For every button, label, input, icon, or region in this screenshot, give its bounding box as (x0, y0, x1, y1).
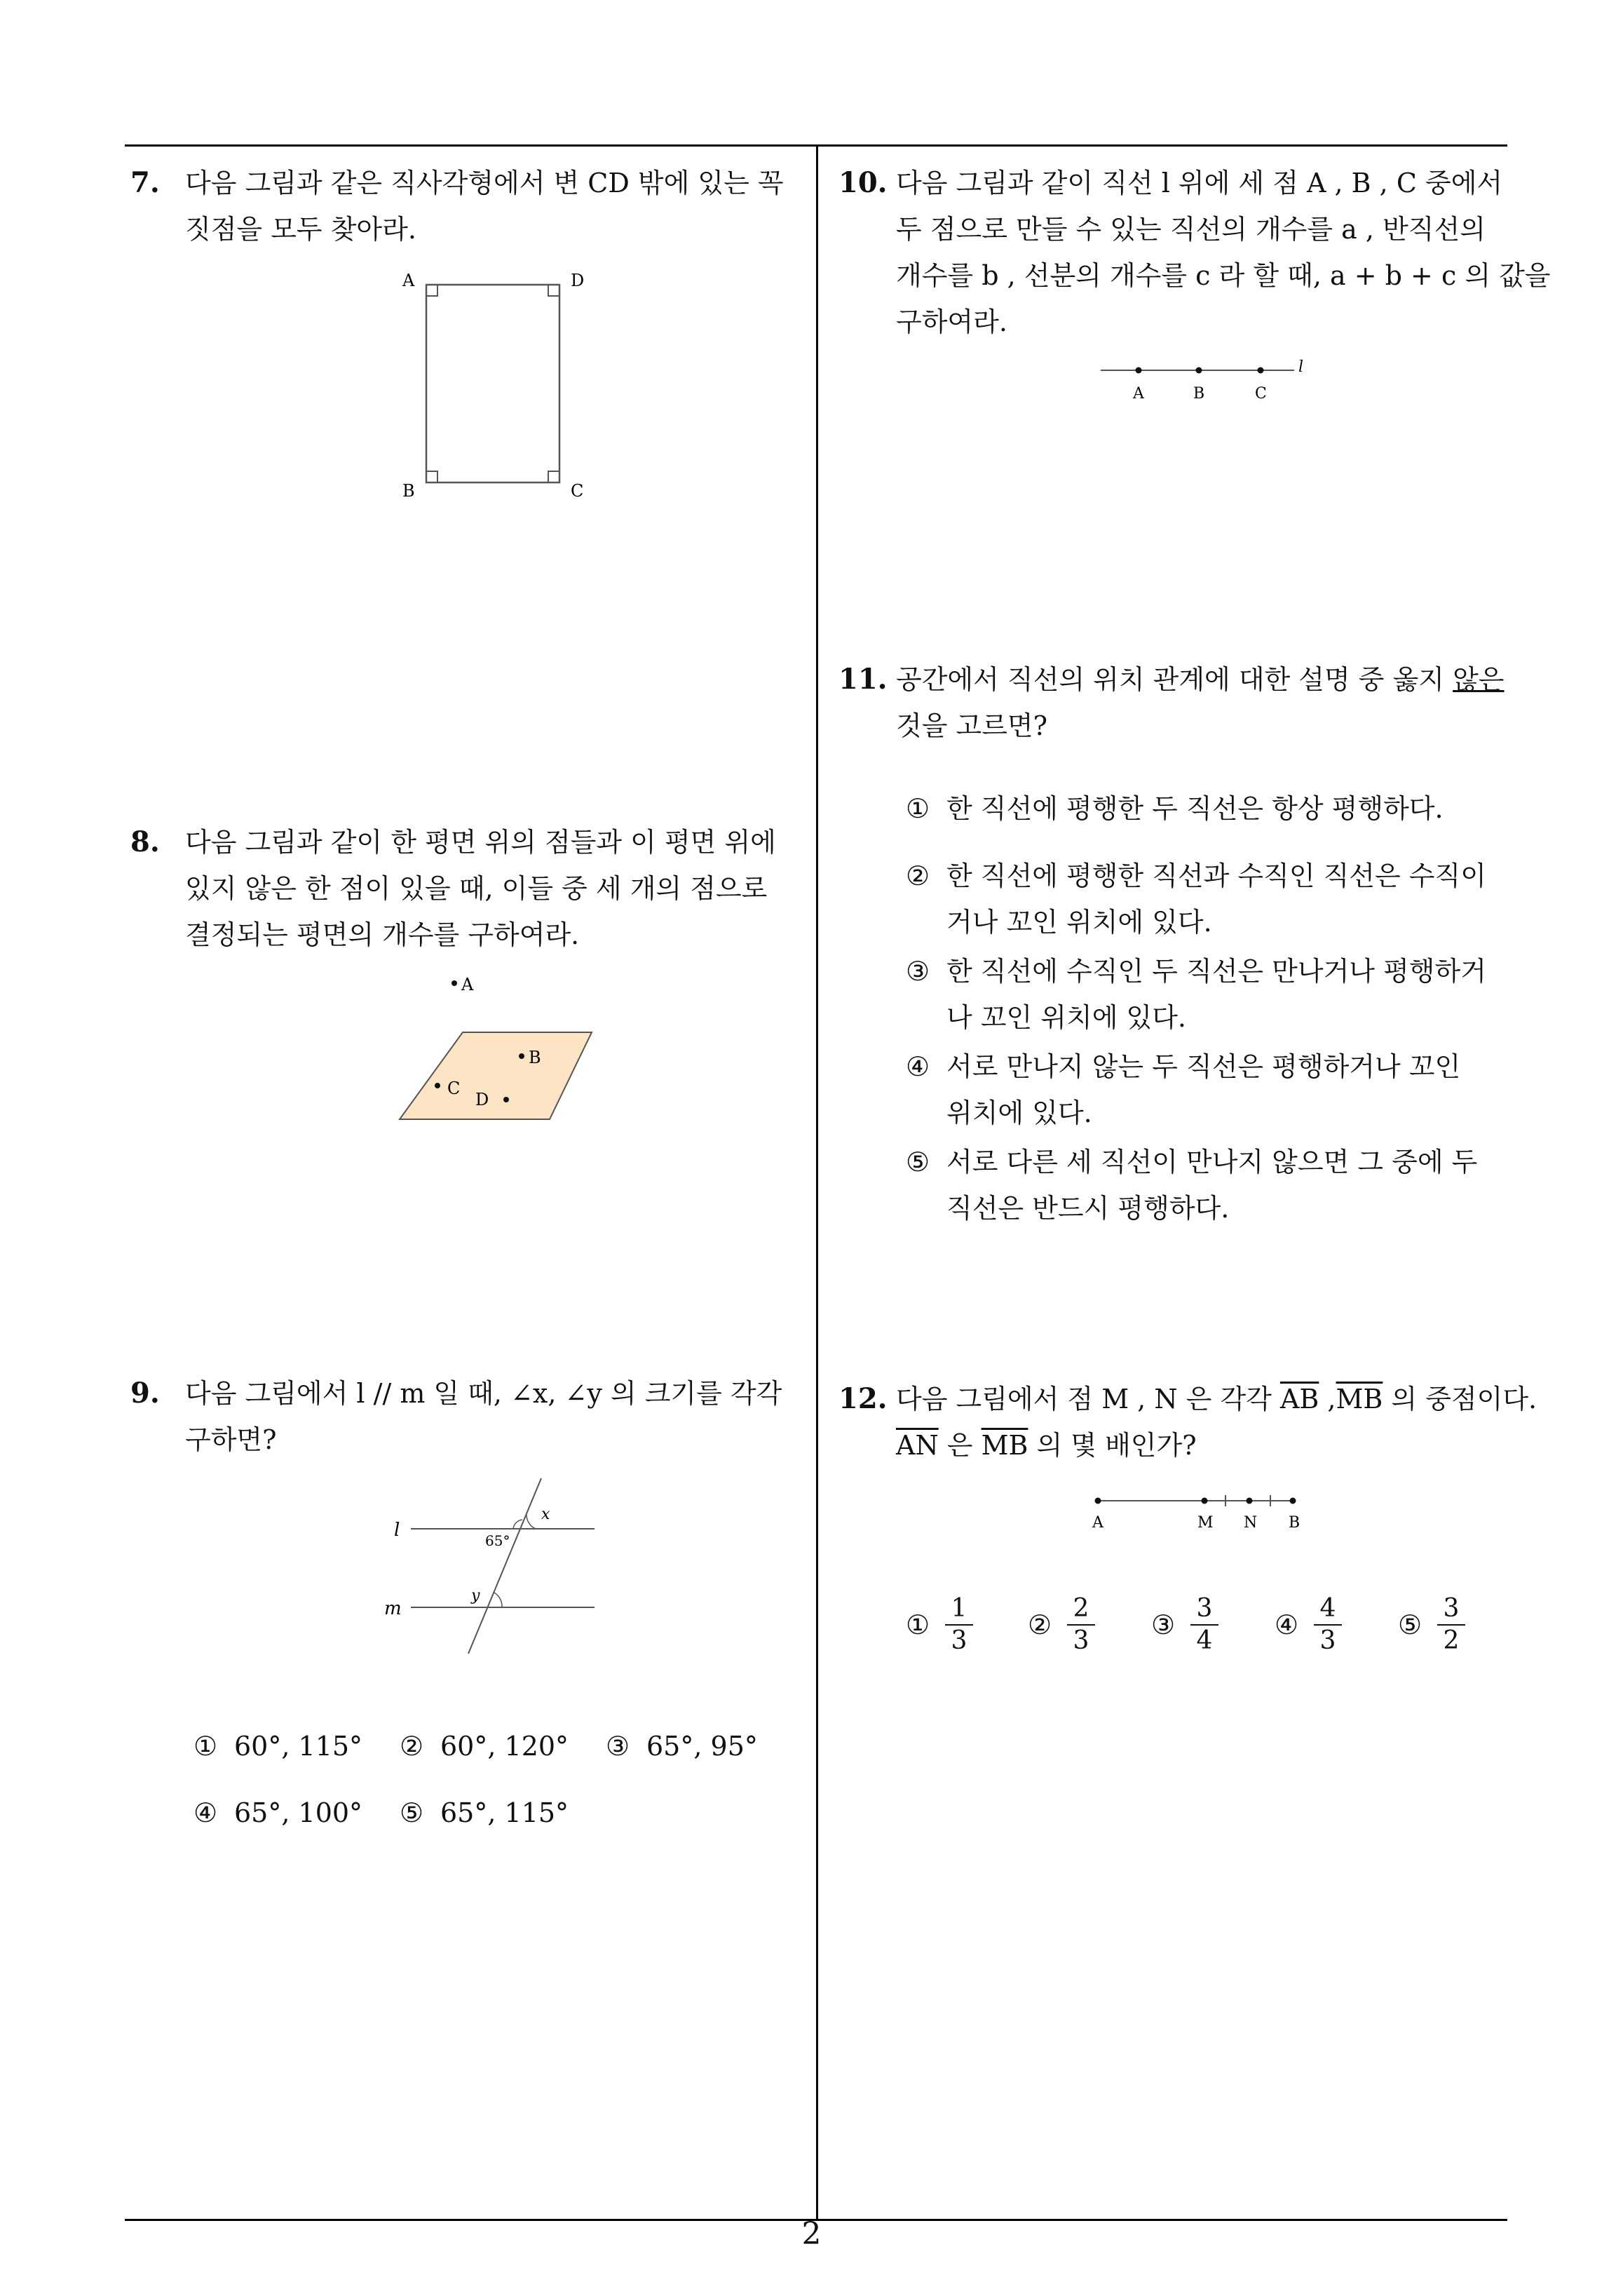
question-8 (130, 819, 803, 1170)
label-a: A (1133, 385, 1144, 403)
right-angle-a (426, 285, 437, 296)
label-x: x (541, 1506, 550, 1523)
line-abc-figure (1094, 353, 1304, 417)
rectangle-abcd (426, 285, 559, 482)
label-c: C (447, 1079, 461, 1098)
choice-5[interactable]: ⑤ 65°, 115° (400, 1797, 569, 1828)
question-text: 다음 그림에서 점 M , N 은 각각 $\overline{AB}$ $,\overline{MB}$ 의 중점이다. $\overline{AN}$ 은 $\overline{MB}$ 의 몇 배인가? (896, 1384, 1537, 1461)
choice-5[interactable]: ⑤ 서로 다른 세 직선이 만나지 않으면 그 중에 두 직선은 반드시 평행하다. (906, 1147, 1478, 1224)
label-y: y (471, 1587, 480, 1605)
rectangle-figure (397, 265, 621, 658)
point-b (1290, 1498, 1296, 1504)
choice-1[interactable]: ① $\frac{1}{3}$ (906, 1593, 990, 1663)
choice-3[interactable]: ③ 65°, 95° (606, 1731, 758, 1762)
label-c: C (1255, 385, 1267, 403)
question-text: 공간에서 직선의 위치 관계에 대한 설명 중 옳지 않은 것을 고르면? (896, 664, 1505, 741)
plane (400, 1032, 592, 1119)
label-b: B (529, 1048, 541, 1067)
parallel-lines-figure (383, 1475, 607, 1658)
plane-figure (397, 968, 621, 1136)
point-a (451, 980, 457, 986)
label-b: B (402, 481, 415, 501)
question-12 (838, 1376, 1537, 1656)
label-c: C (571, 481, 584, 501)
label-b: B (1289, 1514, 1301, 1532)
question-text: 다음 그림과 같이 한 평면 위의 점들과 이 평면 위에 있지 않은 한 점이 있을 때, 이들 중 세 개의 점으로 결정되는 평면의 개수를 구하여라. (185, 827, 776, 950)
choice-1[interactable]: ① 60°, 115° (193, 1731, 363, 1762)
label-d: D (571, 271, 585, 290)
label-b: B (1193, 385, 1205, 403)
point-d (503, 1097, 509, 1102)
point-a (1136, 367, 1142, 374)
point-c (435, 1083, 440, 1088)
point-n (1247, 1498, 1253, 1504)
point-a (1095, 1498, 1101, 1504)
label-d: D (475, 1090, 489, 1109)
segment-figure (1084, 1487, 1308, 1543)
angle-arc-x (527, 1515, 536, 1529)
label-n: N (1244, 1514, 1258, 1532)
label-m: M (1197, 1514, 1214, 1532)
segment-mb: $\overline{MB}$ (981, 1430, 1028, 1461)
question-7 (130, 160, 803, 553)
transversal (468, 1478, 541, 1654)
page-number: 2 (801, 2216, 822, 2252)
point-c (1258, 367, 1264, 374)
label-m: m (384, 1598, 402, 1619)
question-10 (838, 160, 1551, 440)
label-l: l (394, 1520, 400, 1541)
question-number: 11. (838, 663, 888, 696)
question-number: 10. (838, 166, 888, 199)
underlined-word: 않은 (1453, 664, 1505, 695)
choice-1[interactable]: ① 한 직선에 평행한 두 직선은 항상 평행하다. (906, 793, 1444, 824)
choice-3[interactable]: ③ 한 직선에 수직인 두 직선은 만나거나 평행하거 나 꼬인 위치에 있다. (906, 956, 1486, 1033)
choice-5[interactable]: ⑤ $\frac{3}{2}$ (1398, 1593, 1482, 1663)
question-text: 다음 그림과 같은 직사각형에서 변 CD 밖에 있는 꼭 짓점을 모두 찾아라. (185, 168, 784, 245)
right-angle-d (548, 285, 559, 296)
right-angle-c (548, 471, 559, 482)
right-angle-b (426, 471, 437, 482)
choice-2[interactable]: ② $\frac{2}{3}$ (1028, 1593, 1112, 1663)
question-number: 8. (130, 825, 160, 858)
angle-arc-y (494, 1593, 502, 1607)
question-number: 12. (838, 1382, 888, 1415)
point-b (1196, 367, 1202, 374)
segment-mb: $\overline{MB}$ (1336, 1384, 1383, 1414)
choice-4[interactable]: ④ $\frac{4}{3}$ (1275, 1593, 1359, 1663)
label-a: A (402, 271, 415, 290)
choice-4[interactable]: ④ 서로 만나지 않는 두 직선은 평행하거나 꼬인 위치에 있다. (906, 1051, 1461, 1128)
choice-3[interactable]: ③ $\frac{3}{4}$ (1151, 1593, 1235, 1663)
segment-an: $\overline{AN}$ (896, 1430, 939, 1461)
label-65: 65° (485, 1532, 510, 1549)
column-divider (816, 144, 818, 2220)
question-9 (130, 1370, 803, 1861)
label-a: A (1092, 1514, 1103, 1532)
question-number: 9. (130, 1377, 160, 1410)
point-b (519, 1053, 524, 1059)
choice-2[interactable]: ② 한 직선에 평행한 직선과 수직인 직선은 수직이 거나 꼬인 위치에 있다. (906, 860, 1486, 938)
question-text: 다음 그림과 같이 직선 l 위에 세 점 A , B , C 중에서 두 점으로 만들 수 있는 직선의 개수를 a , 반직선의 개수를 b , 선분의 개수를 c 라 할 때, a + b + c 의 값을 구하여라. (896, 168, 1551, 337)
choice-4[interactable]: ④ 65°, 100° (193, 1797, 363, 1828)
question-11 (838, 656, 1526, 1260)
question-text: 다음 그림에서 l // m 일 때, ∠x, ∠y 의 크기를 각각 구하면? (185, 1378, 782, 1455)
question-number: 7. (130, 166, 160, 199)
label-a: A (461, 975, 474, 994)
label-l: l (1298, 358, 1304, 376)
segment-ab: $\overline{AB}$ (1279, 1384, 1319, 1414)
point-m (1202, 1498, 1208, 1504)
choice-2[interactable]: ② 60°, 120° (400, 1731, 569, 1762)
